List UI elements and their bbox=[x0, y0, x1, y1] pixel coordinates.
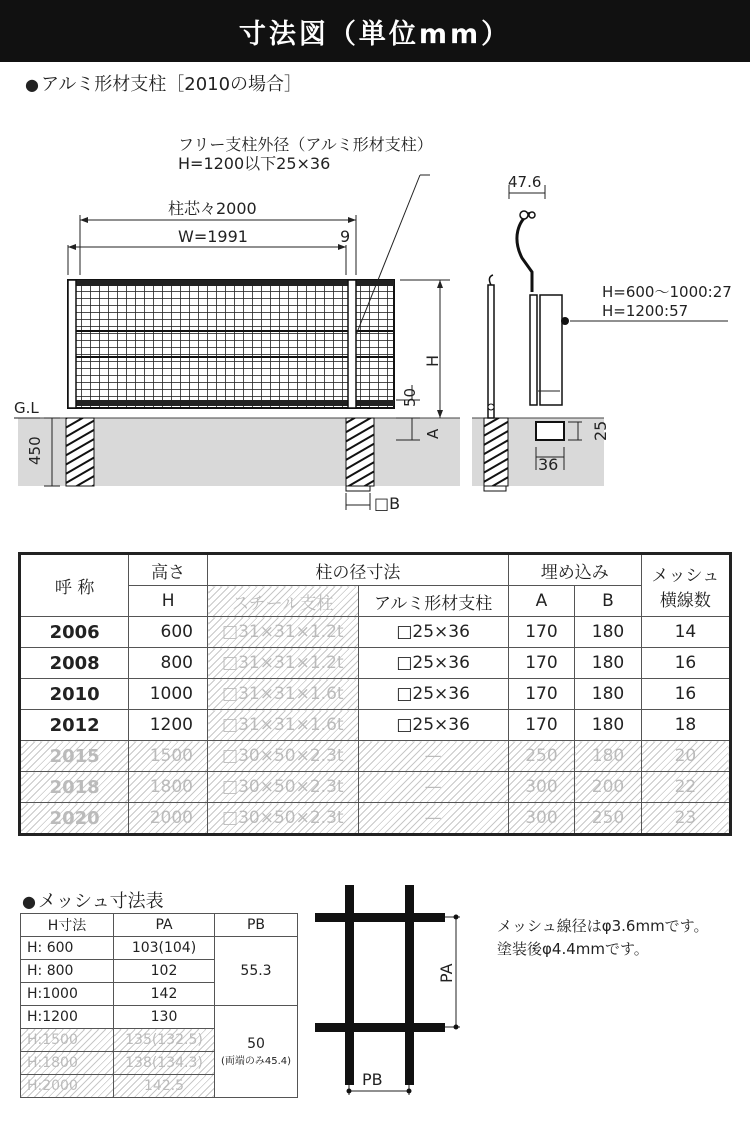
row-steel: □31×31×1.2t bbox=[208, 648, 359, 679]
row-a: 170 bbox=[508, 648, 575, 679]
side-width-label: 47.6 bbox=[508, 173, 542, 191]
mesh-pb-group2-note: (両端のみ45.4) bbox=[220, 1056, 292, 1067]
row-height: 800 bbox=[129, 648, 208, 679]
mesh-row-h: H:1500 bbox=[21, 1029, 114, 1052]
row-mesh: 16 bbox=[641, 648, 730, 679]
row-height: 1500 bbox=[129, 741, 208, 772]
post-note-line2: H=1200以下25×36 bbox=[178, 154, 331, 173]
row-mesh: 23 bbox=[641, 803, 730, 835]
row-steel: □31×31×1.6t bbox=[208, 710, 359, 741]
row-steel: □31×31×1.2t bbox=[208, 617, 359, 648]
h-label: H bbox=[423, 354, 442, 367]
row-height: 2000 bbox=[129, 803, 208, 835]
pitch-label: 柱芯々2000 bbox=[168, 199, 257, 218]
w-label: W=1991 bbox=[178, 227, 248, 246]
row-alu: — bbox=[358, 772, 508, 803]
row-name: 2008 bbox=[20, 648, 129, 679]
row-alu: — bbox=[358, 741, 508, 772]
header-height-top: 高さ bbox=[129, 554, 208, 586]
mesh-pb-group1: 55.3 bbox=[215, 937, 298, 1006]
row-alu: □25×36 bbox=[358, 710, 508, 741]
mesh-row-h: H:1800 bbox=[21, 1052, 114, 1075]
header-embed: 埋め込み bbox=[508, 554, 641, 586]
mesh-row-h: H:1200 bbox=[21, 1006, 114, 1029]
right-post bbox=[348, 280, 356, 408]
right-post-embed bbox=[346, 418, 374, 486]
row-alu: — bbox=[358, 803, 508, 835]
pb-label: PB bbox=[362, 1070, 383, 1089]
mesh-section-title bbox=[22, 887, 164, 913]
header-height-bottom: H bbox=[129, 586, 208, 617]
post-note-line1: フリー支柱外径（アルミ形材支柱） bbox=[178, 135, 433, 154]
row-b: 200 bbox=[575, 772, 642, 803]
header-mesh bbox=[641, 554, 730, 617]
row-a: 300 bbox=[508, 772, 575, 803]
mesh-row-pa: 142 bbox=[114, 983, 215, 1006]
row-height: 600 bbox=[129, 617, 208, 648]
b-size-label: □B bbox=[374, 494, 401, 513]
row-a: 170 bbox=[508, 617, 575, 648]
fence-elevation-drawing bbox=[0, 95, 750, 545]
row-b: 180 bbox=[575, 741, 642, 772]
row-height: 1200 bbox=[129, 710, 208, 741]
mesh-row-h: H:1000 bbox=[21, 983, 114, 1006]
mesh-row-h: H: 600 bbox=[21, 937, 114, 960]
row-mesh: 18 bbox=[641, 710, 730, 741]
row-a: 170 bbox=[508, 710, 575, 741]
row-b: 180 bbox=[575, 617, 642, 648]
mesh-row-pa: 130 bbox=[114, 1006, 215, 1029]
mesh-header-pa: PA bbox=[114, 914, 215, 937]
row-a: 250 bbox=[508, 741, 575, 772]
mesh-note-line1: メッシュ線径はφ3.6mmです。 bbox=[497, 917, 709, 935]
a-label: A bbox=[424, 428, 442, 439]
row-name: 2012 bbox=[20, 710, 129, 741]
row-mesh: 14 bbox=[641, 617, 730, 648]
row-name: 2020 bbox=[20, 803, 129, 835]
header-mesh-bottom: 横線数 bbox=[659, 590, 711, 611]
row-name: 2015 bbox=[20, 741, 129, 772]
row-height: 1800 bbox=[129, 772, 208, 803]
side-note-line1: H=600〜1000:27 bbox=[602, 283, 732, 301]
row-height: 1000 bbox=[129, 679, 208, 710]
row-mesh: 22 bbox=[641, 772, 730, 803]
mesh-panel bbox=[68, 280, 394, 408]
depth-450-label: 450 bbox=[26, 436, 44, 465]
mesh-title-text: メッシュ寸法表 bbox=[37, 891, 164, 912]
mesh-row-pa: 142.5 bbox=[114, 1075, 215, 1098]
side-view-post bbox=[488, 285, 494, 418]
gl-label: G.L bbox=[14, 399, 39, 417]
row-mesh: 20 bbox=[641, 741, 730, 772]
row-mesh: 16 bbox=[641, 679, 730, 710]
row-a: 170 bbox=[508, 679, 575, 710]
mesh-pb-group2-value: 50 bbox=[247, 1036, 265, 1052]
row-b: 180 bbox=[575, 710, 642, 741]
mesh-row-pa: 135(132.5) bbox=[114, 1029, 215, 1052]
mesh-table bbox=[20, 913, 298, 1098]
mesh-header-h: H寸法 bbox=[21, 914, 114, 937]
mesh-row-pa: 138(134.3) bbox=[114, 1052, 215, 1075]
mesh-row bbox=[21, 1006, 298, 1029]
gap-9-label: 9 bbox=[340, 227, 351, 246]
header-b: B bbox=[575, 586, 642, 617]
post-section bbox=[536, 422, 564, 440]
mesh-row-pa: 102 bbox=[114, 960, 215, 983]
bullet-icon: ● bbox=[25, 75, 39, 94]
row-alu: □25×36 bbox=[358, 679, 508, 710]
header-post-size: 柱の径寸法 bbox=[208, 554, 509, 586]
mesh-grid-diagram bbox=[310, 885, 480, 1105]
mesh-row-pa: 103(104) bbox=[114, 937, 215, 960]
row-name: 2006 bbox=[20, 617, 129, 648]
left-post bbox=[68, 280, 76, 408]
table-row bbox=[20, 710, 731, 741]
mesh-pb-group2 bbox=[215, 1006, 298, 1098]
post-depth-label: 25 bbox=[591, 420, 610, 441]
row-b: 180 bbox=[575, 648, 642, 679]
table-row-disabled bbox=[20, 803, 731, 835]
mesh-row bbox=[21, 937, 298, 960]
left-post-embed bbox=[66, 418, 94, 486]
elevation-title-text: アルミ形材支柱［2010の場合］ bbox=[40, 74, 303, 95]
mesh-note-line2: 塗装後φ4.4mmです。 bbox=[497, 940, 649, 958]
header-a: A bbox=[508, 586, 575, 617]
header-mesh-top: メッシュ bbox=[651, 565, 720, 586]
table-row-disabled bbox=[20, 741, 731, 772]
pa-label: PA bbox=[437, 963, 456, 983]
spec-table bbox=[18, 552, 732, 836]
row-alu: □25×36 bbox=[358, 648, 508, 679]
row-b: 250 bbox=[575, 803, 642, 835]
header-alu: アルミ形材支柱 bbox=[358, 586, 508, 617]
h50-label: 50 bbox=[401, 387, 419, 407]
side-section-clamp bbox=[517, 213, 532, 292]
row-name: 2018 bbox=[20, 772, 129, 803]
page-banner-title: 寸法図（単位mm） bbox=[0, 0, 750, 62]
row-steel: □30×50×2.3t bbox=[208, 803, 359, 835]
row-a: 300 bbox=[508, 803, 575, 835]
row-steel: □30×50×2.3t bbox=[208, 741, 359, 772]
post-width-label: 36 bbox=[538, 455, 559, 474]
table-row bbox=[20, 648, 731, 679]
table-row bbox=[20, 679, 731, 710]
row-steel: □31×31×1.6t bbox=[208, 679, 359, 710]
row-b: 180 bbox=[575, 679, 642, 710]
row-name: 2010 bbox=[20, 679, 129, 710]
row-alu: □25×36 bbox=[358, 617, 508, 648]
row-steel: □30×50×2.3t bbox=[208, 772, 359, 803]
mesh-row-h: H: 800 bbox=[21, 960, 114, 983]
elevation-section-title bbox=[25, 70, 302, 96]
mesh-header-pb: PB bbox=[215, 914, 298, 937]
bullet-icon: ● bbox=[22, 892, 36, 911]
table-row-disabled bbox=[20, 772, 731, 803]
mesh-row-h: H:2000 bbox=[21, 1075, 114, 1098]
header-name: 呼 称 bbox=[20, 554, 129, 617]
header-steel: スチール支柱 bbox=[208, 586, 359, 617]
side-note-line2: H=1200:57 bbox=[602, 302, 689, 320]
table-row bbox=[20, 617, 731, 648]
